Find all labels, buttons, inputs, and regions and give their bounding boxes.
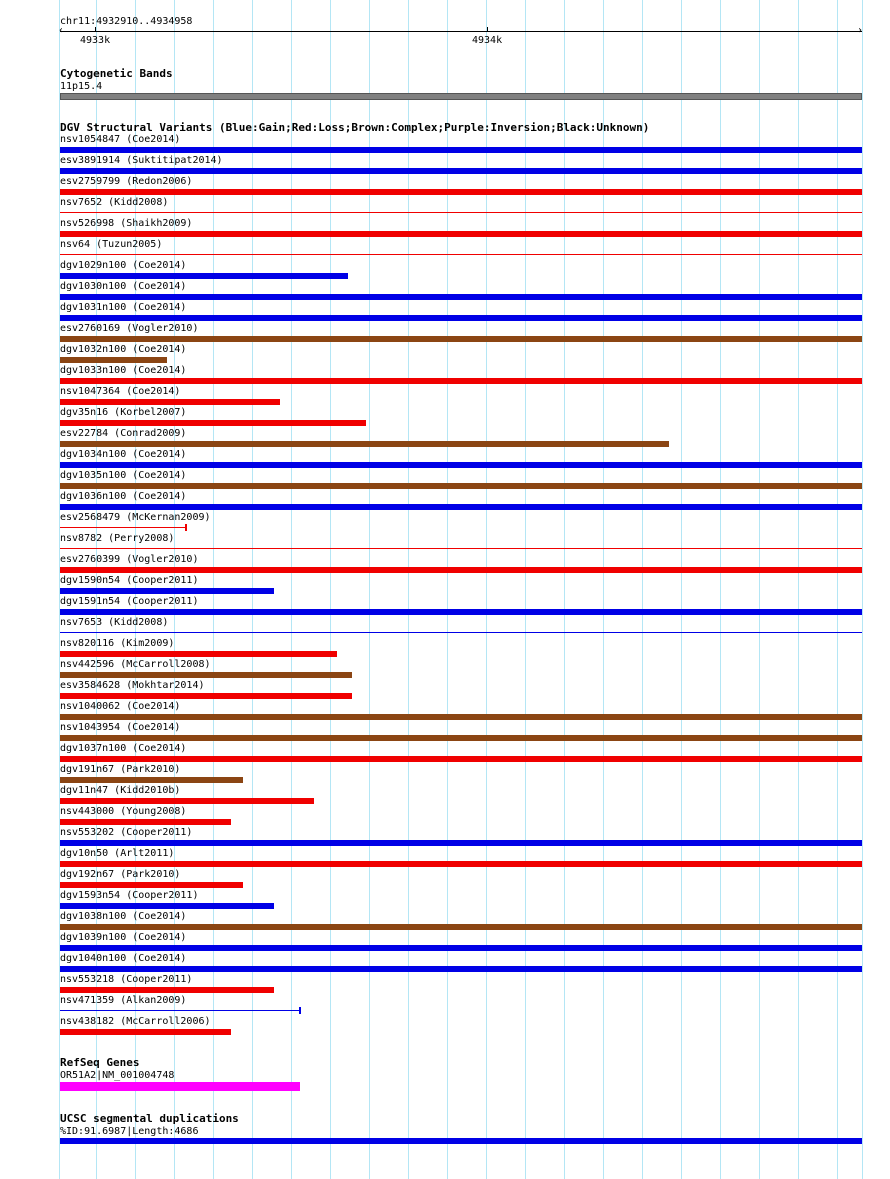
dgv-variant-label: dgv10n50 (Arlt2011) [60,848,175,859]
dgv-variant-end-cap [299,1007,301,1014]
dgv-variant-label: dgv1040n100 (Coe2014) [60,953,187,964]
gridline [862,0,863,1179]
dgv-variant-bar[interactable] [60,756,862,762]
dgv-variant-bar[interactable] [60,924,862,930]
dgv-variant-bar[interactable] [60,527,186,528]
dgv-variant-label: dgv11n47 (Kidd2010b) [60,785,181,796]
dgv-variant-label: nsv553218 (Cooper2011) [60,974,193,985]
cytoband-track-title[interactable]: Cytogenetic Bands [60,67,173,80]
dgv-variant-bar[interactable] [60,861,862,867]
dgv-variant-label: dgv1032n100 (Coe2014) [60,344,187,355]
dgv-variant-label: nsv820116 (Kim2009) [60,638,175,649]
dgv-variant-label: esv2759799 (Redon2006) [60,176,193,187]
dgv-variant-bar[interactable] [60,987,274,993]
dgv-variant-bar[interactable] [60,441,669,447]
dgv-variant-label: dgv1035n100 (Coe2014) [60,470,187,481]
dgv-variant-bar[interactable] [60,231,862,237]
dgv-variant-label: dgv1038n100 (Coe2014) [60,911,187,922]
dgv-variant-label: dgv1029n100 (Coe2014) [60,260,187,271]
dgv-variant-label: dgv1590n54 (Cooper2011) [60,575,199,586]
ruler-tick [487,27,488,32]
dgv-variant-bar[interactable] [60,945,862,951]
gridline [525,0,526,1179]
dgv-track-title[interactable]: DGV Structural Variants (Blue:Gain;Red:Loss;Brown:Complex;Purple:Inversion;Black:Unknown) [60,121,650,134]
cytoband-bar[interactable] [60,93,862,100]
dgv-variant-label: dgv1037n100 (Coe2014) [60,743,187,754]
dgv-variant-label: dgv1036n100 (Coe2014) [60,491,187,502]
gridline [642,0,643,1179]
dgv-variant-bar[interactable] [60,254,862,255]
dgv-variant-bar[interactable] [60,609,862,615]
ruler-tick [95,27,96,32]
dgv-variant-label: nsv64 (Tuzun2005) [60,239,163,250]
dgv-variant-bar[interactable] [60,798,314,804]
dgv-variant-label: nsv438182 (McCarroll2006) [60,1016,211,1027]
dgv-variant-label: dgv1593n54 (Cooper2011) [60,890,199,901]
gridline [837,0,838,1179]
dgv-variant-label: nsv1054847 (Coe2014) [60,134,181,145]
dgv-variant-label: dgv191n67 (Park2010) [60,764,181,775]
dgv-variant-bar[interactable] [60,882,243,888]
dgv-variant-bar[interactable] [60,189,862,195]
dgv-variant-bar[interactable] [60,567,862,573]
dgv-variant-label: esv2760169 (Vogler2010) [60,323,199,334]
dgv-variant-bar[interactable] [60,336,862,342]
dgv-variant-label: dgv192n67 (Park2010) [60,869,181,880]
gridline [291,0,292,1179]
ruler-tick-label: 4933k [80,35,111,46]
cytoband-label: 11p15.4 [60,81,103,92]
dgv-variant-bar[interactable] [60,966,862,972]
dgv-variant-bar[interactable] [60,378,862,384]
dgv-variant-label: nsv8782 (Perry2008) [60,533,175,544]
dgv-variant-label: dgv1591n54 (Cooper2011) [60,596,199,607]
dgv-variant-label: dgv1039n100 (Coe2014) [60,932,187,943]
ruler-axis-line [60,31,862,32]
gridline [603,0,604,1179]
dgv-variant-label: nsv442596 (McCarroll2008) [60,659,211,670]
dgv-variant-bar[interactable] [60,693,352,699]
segdup-label: %ID:91.6987|Length:4686 [60,1126,199,1137]
dgv-variant-bar[interactable] [60,294,862,300]
dgv-variant-bar[interactable] [60,1010,300,1011]
dgv-variant-label: nsv7652 (Kidd2008) [60,197,169,208]
dgv-variant-bar[interactable] [60,315,862,321]
dgv-variant-label: nsv1043954 (Coe2014) [60,722,181,733]
ruler-right-arrow-icon: › [857,25,864,36]
gridline [447,0,448,1179]
gridline [759,0,760,1179]
dgv-variant-bar[interactable] [60,651,337,657]
dgv-variant-bar[interactable] [60,903,274,909]
dgv-variant-label: nsv1040062 (Coe2014) [60,701,181,712]
dgv-variant-label: nsv443000 (Young2008) [60,806,187,817]
dgv-variant-label: nsv7653 (Kidd2008) [60,617,169,628]
dgv-variant-bar[interactable] [60,504,862,510]
gridline [369,0,370,1179]
dgv-variant-bar[interactable] [60,632,862,633]
dgv-variant-label: esv3891914 (Suktitipat2014) [60,155,223,166]
dgv-variant-label: esv3584628 (Mokhtar2014) [60,680,205,691]
dgv-variant-label: dgv1034n100 (Coe2014) [60,449,187,460]
dgv-variant-bar[interactable] [60,588,274,594]
dgv-variant-bar[interactable] [60,147,862,153]
refseq-gene-bar[interactable] [60,1082,300,1091]
refseq-gene-label: OR51A2|NM_001004748 [60,1070,175,1081]
dgv-variant-label: esv2760399 (Vogler2010) [60,554,199,565]
gridline [330,0,331,1179]
dgv-variant-bar[interactable] [60,399,280,405]
dgv-variant-label: dgv1031n100 (Coe2014) [60,302,187,313]
ruler-left-arrow-icon: ‹ [58,25,65,36]
segdup-track-title[interactable]: UCSC segmental duplications [60,1112,239,1125]
dgv-variant-label: dgv1030n100 (Coe2014) [60,281,187,292]
dgv-variant-end-cap [185,524,187,531]
dgv-variant-label: nsv1047364 (Coe2014) [60,386,181,397]
dgv-variant-label: nsv526998 (Shaikh2009) [60,218,193,229]
dgv-variant-label: esv22784 (Conrad2009) [60,428,187,439]
position-label: chr11:4932910..4934958 [60,16,193,27]
dgv-variant-bar[interactable] [60,483,862,489]
gridline [486,0,487,1179]
dgv-variant-label: nsv553202 (Cooper2011) [60,827,193,838]
gridline [564,0,565,1179]
dgv-variant-bar[interactable] [60,212,862,213]
dgv-variant-bar[interactable] [60,168,862,174]
dgv-variant-bar[interactable] [60,840,862,846]
gridline [720,0,721,1179]
dgv-variant-bar[interactable] [60,777,243,783]
segdup-bar[interactable] [60,1138,862,1144]
dgv-variant-bar[interactable] [60,420,366,426]
ruler-tick-label: 4934k [472,35,503,46]
dgv-variant-bar[interactable] [60,819,231,825]
dgv-variant-bar[interactable] [60,735,862,741]
gridline [408,0,409,1179]
dgv-variant-bar[interactable] [60,273,348,279]
dgv-variant-bar[interactable] [60,672,352,678]
dgv-variant-bar[interactable] [60,462,862,468]
dgv-variant-label: dgv1033n100 (Coe2014) [60,365,187,376]
dgv-variant-bar[interactable] [60,357,167,363]
dgv-variant-bar[interactable] [60,714,862,720]
dgv-variant-label: nsv471359 (Alkan2009) [60,995,187,1006]
gridline [798,0,799,1179]
refseq-track-title[interactable]: RefSeq Genes [60,1056,140,1069]
dgv-variant-label: dgv35n16 (Korbel2007) [60,407,187,418]
gridline [681,0,682,1179]
dgv-variant-bar[interactable] [60,1029,231,1035]
dgv-variant-label: esv2568479 (McKernan2009) [60,512,211,523]
dgv-variant-bar[interactable] [60,548,862,549]
